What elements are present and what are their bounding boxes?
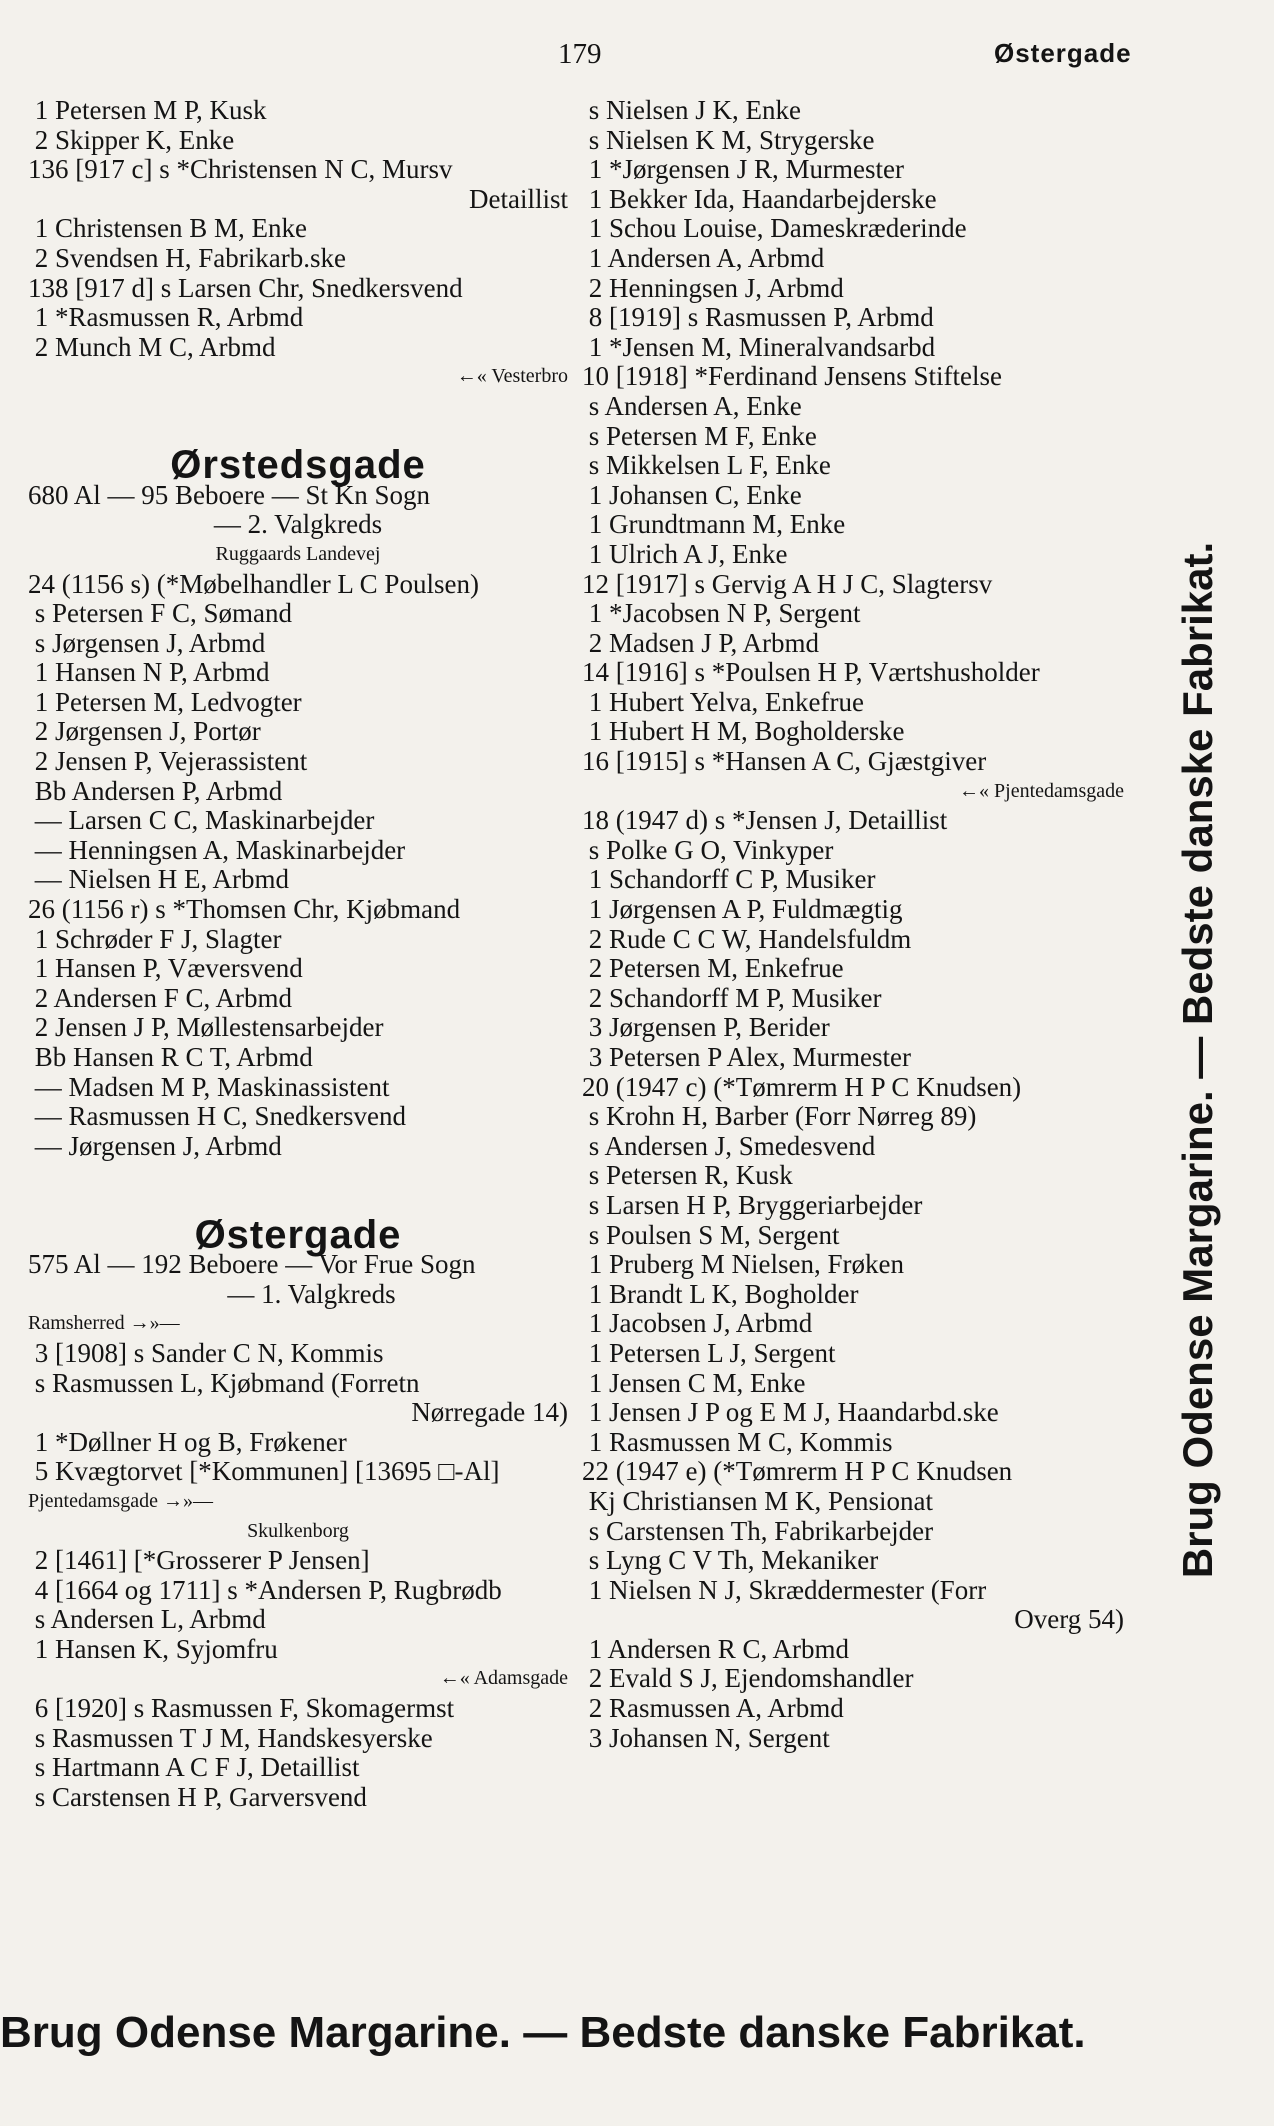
directory-entry: Detaillist [469,183,568,214]
cross-street-label: Skulkenborg [247,1519,349,1542]
directory-entry: 1 Bekker Ida, Haandarbejderske [582,183,937,214]
directory-entry: 20 (1947 c) (*Tømrerm H P C Knudsen) [582,1071,1022,1102]
directory-entry: 1 Hansen N P, Arbmd [28,657,270,688]
directory-entry: 3 Jørgensen P, Berider [582,1012,830,1043]
directory-entry: 1 Johansen C, Enke [582,479,802,510]
directory-entry: 2 Munch M C, Arbmd [28,331,276,362]
directory-entry: 2 Henningsen J, Arbmd [582,272,844,303]
directory-entry: Nørregade 14) [411,1397,568,1428]
directory-entry: Overg 54) [1014,1604,1124,1635]
right-column [582,96,1124,1753]
directory-entry: s Carstensen Th, Fabrikarbejder [582,1515,934,1546]
directory-entry: s Jørgensen J, Arbmd [28,627,266,658]
cross-street-label: Ruggaards Landevej [215,542,381,565]
directory-entry: — Rasmussen H C, Snedkersvend [28,1101,406,1132]
directory-entry: 8 [1919] s Rasmussen P, Arbmd [582,302,934,333]
directory-entry: s Petersen R, Kusk [582,1160,793,1191]
directory-entry: 3 Johansen N, Sergent [582,1722,830,1753]
directory-entry: s Rasmussen T J M, Handskesyerske [28,1722,433,1753]
cross-street-label: ←« Pjentedamsgade [959,779,1124,802]
directory-entry: 2 Schandorff M P, Musiker [582,982,882,1013]
directory-entry: 2 Petersen M, Enkefrue [582,953,844,984]
directory-entry: s Andersen J, Smedesvend [582,1130,876,1161]
directory-entry: 680 Al — 95 Beboere — St Kn Sogn [28,479,430,510]
directory-entry: — Madsen M P, Maskinassistent [28,1071,390,1102]
directory-entry: 2 Svendsen H, Fabrikarb.ske [28,242,346,273]
directory-entry: Bb Hansen R C T, Arbmd [28,1042,313,1072]
directory-entry: 575 Al — 192 Beboere — Vor Frue Sogn [28,1249,476,1280]
spacer [28,392,568,422]
directory-entry: 1 *Rasmussen R, Arbmd [28,302,304,333]
directory-entry: 1 Schrøder F J, Slagter [28,923,282,954]
directory-entry: 16 [1915] s *Hansen A C, Gjæstgiver [582,746,987,777]
left-column [28,96,568,1812]
directory-entry: 14 [1916] s *Poulsen H P, Værtshusholder [582,657,1040,688]
directory-entry: 1 Petersen M P, Kusk [28,95,267,125]
directory-entry: Bb Andersen P, Arbmd [28,775,283,806]
directory-entry: 10 [1918] *Ferdinand Jensens Stiftelse [582,361,1002,392]
directory-entry: 4 [1664 og 1711] s *Andersen P, Rugbrødb [28,1574,502,1605]
directory-entry: 1 Andersen R C, Arbmd [582,1633,849,1664]
directory-entry: 12 [1917] s Gervig A H J C, Slagtersv [582,568,993,599]
directory-entry: 6 [1920] s Rasmussen F, Skomagermst [28,1693,455,1724]
directory-entry: s Larsen H P, Bryggeriarbejder [582,1189,923,1220]
directory-entry: s Andersen A, Enke [582,390,802,421]
directory-entry: 1 *Jacobsen N P, Sergent [582,598,861,629]
directory-entry: — Nielsen H E, Arbmd [28,864,289,895]
directory-entry: 2 Evald S J, Ejendomshandler [582,1663,914,1694]
directory-entry: 1 Petersen M, Ledvogter [28,686,302,717]
directory-entry: — Jørgensen J, Arbmd [28,1130,282,1161]
directory-entry: s Lyng C V Th, Mekaniker [582,1545,879,1576]
directory-entry: 1 Hansen P, Væversvend [28,953,303,984]
directory-entry: s Hartmann A C F J, Detaillist [28,1752,360,1783]
directory-entry: 1 Hubert Yelva, Enkefrue [582,686,864,717]
directory-entry: 1 Rasmussen M C, Kommis [582,1426,893,1457]
directory-entry: 1 Jensen J P og E M J, Haandarbd.ske [582,1397,999,1428]
directory-entry: s Nielsen K M, Strygerske [582,124,875,155]
directory-entry: 1 *Jørgensen J R, Murmester [582,154,904,185]
directory-entry: 1 Hubert H M, Bogholderske [582,716,905,747]
directory-entry: 1 Andersen A, Arbmd [582,242,825,273]
directory-entry: 2 Madsen J P, Arbmd [582,627,820,658]
directory-entry: s Mikkelsen L F, Enke [582,450,831,481]
directory-entry: 2 Rasmussen A, Arbmd [582,1693,844,1724]
directory-entry: s Nielsen J K, Enke [582,95,801,125]
directory-entry: 1 Schandorff C P, Musiker [582,864,876,895]
cross-street-label: Pjentedamsgade →»— [28,1489,213,1512]
directory-entry: 18 (1947 d) s *Jensen J, Detaillist [582,805,948,836]
directory-entry: 26 (1156 r) s *Thomsen Chr, Kjøbmand [28,894,461,925]
directory-entry: 3 Petersen P Alex, Murmester [582,1042,911,1072]
cross-street-label: ←« Adamsgade [439,1667,568,1690]
directory-entry: 1 Ulrich A J, Enke [582,538,788,569]
directory-entry: s Carstensen H P, Garversvend [28,1781,367,1812]
directory-entry: 1 Jacobsen J, Arbmd [582,1308,813,1339]
directory-entry: 1 Petersen L J, Sergent [582,1337,836,1368]
street-heading: Ørstedsgade [170,443,426,488]
directory-entry: 2 Jensen P, Vejerassistent [28,746,308,777]
directory-entry: — Larsen C C, Maskinarbejder [28,805,375,836]
directory-entry: 3 [1908] s Sander C N, Kommis [28,1337,384,1368]
directory-entry: — 1. Valgkreds [200,1278,396,1309]
directory-entry: — Henningsen A, Maskinarbejder [28,834,406,865]
directory-entry: 24 (1156 s) (*Møbelhandler L C Poulsen) [28,568,479,599]
directory-entry: 5 Kvægtorvet [*Kommunen] [13695 □-Al] [28,1456,500,1487]
street-heading: Østergade [194,1212,402,1257]
spacer [28,1161,568,1191]
directory-entry: 1 Nielsen N J, Skræddermester (Forr [582,1574,987,1605]
directory-entry: 1 *Jensen M, Mineralvandsarbd [582,331,936,362]
directory-entry: 2 [1461] [*Grosserer P Jensen] [28,1545,370,1576]
directory-entry: 1 Jensen C M, Enke [582,1367,806,1398]
directory-entry: — 2. Valgkreds [213,509,383,540]
directory-entry: s Rasmussen L, Kjøbmand (Forretn [28,1367,420,1398]
directory-entry: 136 [917 c] s *Christensen N C, Mursv [28,154,453,185]
directory-entry: s Krohn H, Barber (Forr Nørreg 89) [582,1101,977,1132]
directory-entry: s Petersen M F, Enke [582,420,817,451]
side-advertisement: Brug Odense Margarine. — Bedste danske Fabrikat. [1174,541,1221,1579]
directory-entry: 1 Jørgensen A P, Fuldmægtig [582,894,903,925]
directory-entry: 1 Schou Louise, Dameskræderinde [582,213,967,244]
directory-entry: s Andersen L, Arbmd [28,1604,266,1635]
directory-entry: 2 Rude C C W, Handelsfuldm [582,923,912,954]
directory-entry: 1 Brandt L K, Bogholder [582,1278,859,1309]
page-number: 179 [558,38,602,70]
directory-entry: 1 Christensen B M, Enke [28,213,307,244]
directory-entry: 2 Jørgensen J, Portør [28,716,261,747]
directory-entry: s Poulsen S M, Sergent [582,1219,840,1250]
directory-entry: 2 Skipper K, Enke [28,124,235,155]
directory-entry: Kj Christiansen M K, Pensionat [582,1485,933,1516]
directory-entry: 1 Pruberg M Nielsen, Frøken [582,1249,904,1280]
directory-entry: 22 (1947 e) (*Tømrerm H P C Knudsen [582,1456,1013,1487]
directory-entry: s Polke G O, Vinkyper [582,834,834,865]
directory-entry: 1 *Døllner H og B, Frøkener [28,1426,347,1457]
directory-entry: 2 Jensen J P, Møllestensarbejder [28,1012,384,1043]
directory-entry: 1 Hansen K, Syjomfru [28,1633,278,1664]
cross-street-label: Ramsherred →»— [28,1312,180,1335]
directory-entry: s Petersen F C, Sømand [28,598,293,629]
directory-entry: 138 [917 d] s Larsen Chr, Snedkersvend [28,272,463,303]
bottom-advertisement: Brug Odense Margarine. — Bedste danske Fabrikat. [0,2008,1086,2057]
running-header-street: Østergade [994,38,1132,68]
directory-entry: 1 Grundtmann M, Enke [582,509,846,540]
cross-street-label: ←« Vesterbro [456,365,568,388]
directory-entry: 2 Andersen F C, Arbmd [28,982,293,1013]
